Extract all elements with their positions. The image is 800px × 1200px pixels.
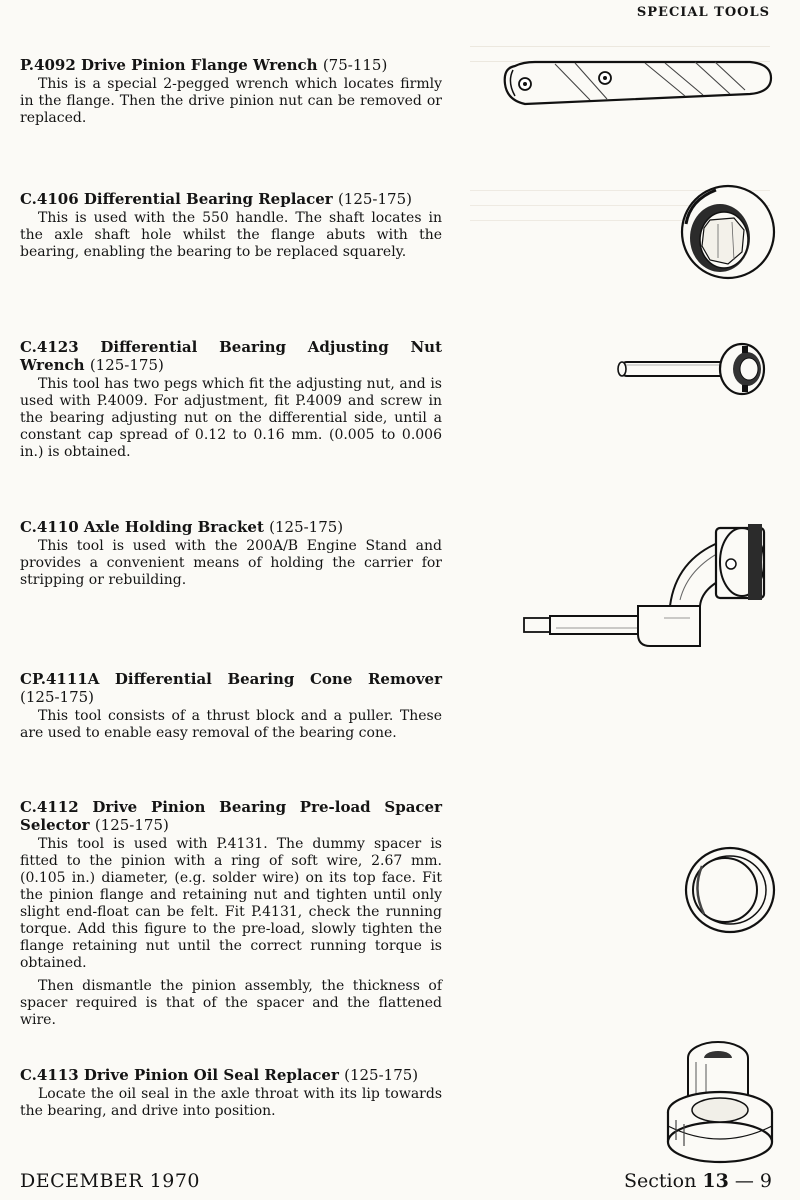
tool-title: C.4113 Drive Pinion Oil Seal Replacer	[20, 1066, 339, 1084]
tool-heading	[20, 798, 442, 834]
tool-entry	[20, 670, 442, 742]
tool-title: C.4110 Axle Holding Bracket	[20, 518, 264, 536]
tool-entry	[20, 798, 442, 1029]
tool-entry	[20, 338, 442, 461]
tool-range: (125-175)	[337, 190, 412, 208]
footer-page-number: — 9	[734, 1170, 772, 1192]
footer-section-page	[624, 1170, 772, 1192]
tool-heading	[20, 518, 442, 536]
tool-entry	[20, 518, 442, 589]
footer-section-number: 13	[702, 1170, 729, 1192]
tool-description: This tool consists of a thrust block and a puller. These are used to enable easy removal of the bearing cone.	[20, 708, 442, 741]
tool-entry	[20, 1066, 442, 1120]
tool-description: Then dismantle the pinion assembly, the thickness of spacer required is that of the spacer and the flattened wire.	[20, 978, 442, 1028]
tool-range: (125-175)	[344, 1066, 419, 1084]
tool-range: (75-115)	[322, 56, 388, 74]
tool-description: Locate the oil seal in the axle throat with its lip towards the bearing, and drive into position.	[20, 1086, 442, 1119]
tool-heading	[20, 1066, 442, 1084]
tool-range: (125-175)	[269, 518, 344, 536]
tool-heading	[20, 56, 442, 74]
bearing-replacer-illustration	[676, 180, 776, 285]
tool-range: (125-175)	[94, 816, 169, 834]
tool-range: (125-175)	[89, 356, 164, 374]
tool-description: This is a special 2-pegged wrench which locates firmly in the flange. Then the drive pinion nut can be removed or replaced.	[20, 76, 442, 126]
tool-entry	[20, 190, 442, 261]
footer-section-label: Section	[624, 1170, 697, 1192]
tool-title: CP.4111A Differential Bearing Cone Remover	[20, 670, 442, 688]
oil-seal-replacer-illustration	[662, 1036, 780, 1166]
footer-date: DECEMBER 1970	[20, 1170, 200, 1192]
tool-entry	[20, 56, 442, 127]
tool-title: C.4106 Differential Bearing Replacer	[20, 190, 333, 208]
running-header: SPECIAL TOOLS	[636, 5, 770, 20]
adjusting-nut-wrench-illustration	[612, 340, 772, 400]
tool-heading	[20, 190, 442, 208]
flange-wrench-illustration	[495, 48, 780, 118]
tool-description: This tool is used with P.4131. The dummy spacer is fitted to the pinion with a ring of soft wire, 2.67 mm. (0.105 in.) diameter, (e.g. solder wire) on its top face. Fit the pinion flange and retaining nut and tighten until only slight end-float can be felt. Fit P.4131, check the running torque. Add this figure to the pre-load, slowly tighten the flange retaining nut until the correct running torque is obtained.	[20, 836, 442, 971]
tool-heading	[20, 338, 442, 374]
spacer-selector-illustration	[680, 842, 780, 937]
tool-title: C.4112 Drive Pinion Bearing Pre-load Spacer Selector	[20, 798, 442, 834]
tool-range: (125-175)	[20, 688, 95, 706]
axle-holding-bracket-illustration	[520, 520, 780, 660]
tool-description: This is used with the 550 handle. The shaft locates in the axle shaft hole whilst the flange abuts with the bearing, enabling the bearing to be replaced squarely.	[20, 210, 442, 260]
tool-heading	[20, 670, 442, 706]
tool-description: This tool is used with the 200A/B Engine Stand and provides a convenient means of holding the carrier for stripping or rebuilding.	[20, 538, 442, 588]
tool-title: C.4123 Differential Bearing Adjusting Nut Wrench	[20, 338, 442, 374]
tool-title: P.4092 Drive Pinion Flange Wrench	[20, 56, 318, 74]
tool-description: This tool has two pegs which fit the adjusting nut, and is used with P.4009. For adjustment, fit P.4009 and screw in the bearing adjusting nut on the differential side, until a constant cap spread of 0.12 to 0.16 mm. (0.005 to 0.006 in.) is obtained.	[20, 376, 442, 460]
